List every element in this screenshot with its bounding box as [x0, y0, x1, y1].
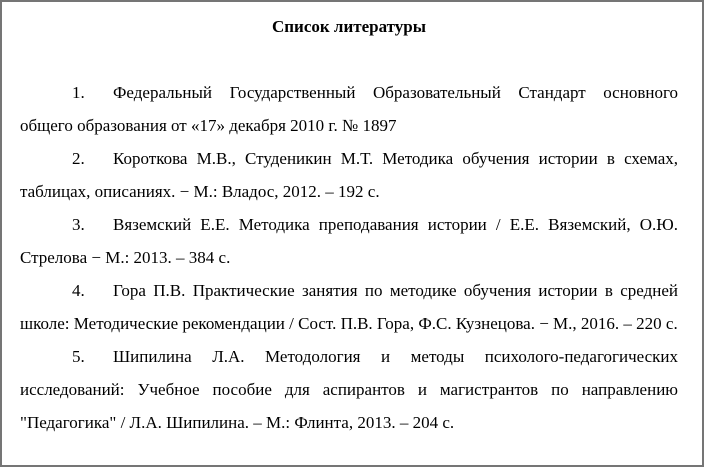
reference-number: 3.	[72, 215, 85, 234]
reference-item-4	[20, 274, 678, 340]
reference-item-1	[20, 76, 678, 142]
reference-number: 1.	[72, 83, 85, 102]
reference-text: Короткова М.В., Студеникин М.Т. Методика обучения истории в схемах, таблицах, описаниях. − М.: Владос, 2012. – 192 с.	[20, 149, 678, 201]
reference-number: 2.	[72, 149, 85, 168]
reference-item-3	[20, 208, 678, 274]
reference-text: Гора П.В. Практические занятия по методике обучения истории в средней школе: Методические рекомендации / Сост. П.В. Гора, Ф.С. Кузнецова. − М., 2016. – 220 с.	[20, 281, 678, 333]
document-body	[2, 2, 702, 465]
reference-item-2	[20, 142, 678, 208]
reference-item-5	[20, 340, 678, 439]
reference-text: Шипилина Л.А. Методология и методы психолого-педагогических исследований: Учебное пособие для аспирантов и магистрантов по направлению "Педагогика" / Л.А. Шипилина. – М.: Флинта, 2013. – 204 с.	[20, 347, 678, 432]
reference-text: Федеральный Государственный Образовательный Стандарт основного общего образования от «17» декабря 2010 г. № 1897	[20, 83, 678, 135]
document-title: Список литературы	[271, 17, 427, 36]
reference-number: 4.	[72, 281, 85, 300]
reference-number: 5.	[72, 347, 85, 366]
reference-text: Вяземский Е.Е. Методика преподавания истории / Е.Е. Вяземский, О.Ю. Стрелова − М.: 2013. – 384 с.	[20, 215, 678, 267]
